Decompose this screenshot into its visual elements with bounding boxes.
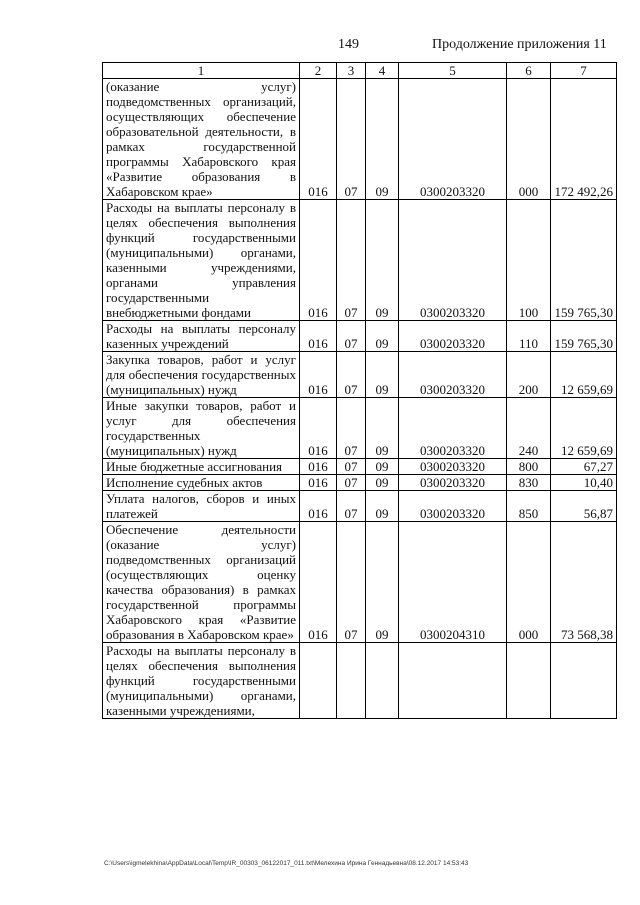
table-row (103, 643, 617, 719)
ministry-code: 016 (300, 491, 337, 522)
subsection-code: 09 (366, 79, 399, 200)
target-article-code: 0300203320 (399, 200, 507, 321)
table-row (103, 200, 617, 321)
target-article-code (399, 643, 507, 719)
section-code: 07 (337, 200, 366, 321)
target-article-code: 0300203320 (399, 475, 507, 491)
table-header-row (103, 63, 617, 79)
amount: 12 659,69 (551, 352, 617, 398)
table-row (103, 491, 617, 522)
section-code: 07 (337, 79, 366, 200)
ministry-code: 016 (300, 398, 337, 459)
ministry-code: 016 (300, 459, 337, 475)
ministry-code: 016 (300, 475, 337, 491)
expense-type-code: 110 (507, 321, 551, 352)
table-row (103, 79, 617, 200)
subsection-code: 09 (366, 200, 399, 321)
subsection-code: 09 (366, 522, 399, 643)
target-article-code: 0300204310 (399, 522, 507, 643)
subsection-code: 09 (366, 475, 399, 491)
expense-type-code: 830 (507, 475, 551, 491)
expense-type-code (507, 643, 551, 719)
table-row (103, 352, 617, 398)
footer-file-path: C:\Users\igmelekhina\AppData\Local\Temp\IR_00303_06122017_011.txt\Мелехина Ирина Геннадьевна\08.12.2017 14:53:43 (104, 860, 469, 867)
row-name: Расходы на выплаты персоналу в целях обеспечения выполнения функций государственными (муниципальными) органами, казенными учреждениями, органами управления государственными внебюджетными фондами (103, 200, 300, 321)
target-article-code: 0300203320 (399, 459, 507, 475)
section-code: 07 (337, 475, 366, 491)
target-article-code: 0300203320 (399, 491, 507, 522)
row-name: Расходы на выплаты персоналу казенных учреждений (103, 321, 300, 352)
row-name: Закупка товаров, работ и услуг для обеспечения государственных (муниципальных) нужд (103, 352, 300, 398)
table-row (103, 459, 617, 475)
page-number: 149 (338, 37, 359, 52)
column-header: 1 (103, 63, 300, 79)
row-name: Исполнение судебных актов (103, 475, 300, 491)
row-name: Иные бюджетные ассигнования (103, 459, 300, 475)
target-article-code: 0300203320 (399, 352, 507, 398)
amount: 159 765,30 (551, 321, 617, 352)
section-code: 07 (337, 398, 366, 459)
column-header: 6 (507, 63, 551, 79)
subsection-code: 09 (366, 459, 399, 475)
amount: 56,87 (551, 491, 617, 522)
subsection-code (366, 643, 399, 719)
row-name: Обеспечение деятельности (оказание услуг) подведомственных организаций (осуществляющих оценку качества образования) в рамках государственной программы Хабаровского края «Развитие образования в Хабаровском крае» (103, 522, 300, 643)
row-name: Иные закупки товаров, работ и услуг для обеспечения государственных (муниципальных) нужд (103, 398, 300, 459)
amount: 12 659,69 (551, 398, 617, 459)
subsection-code: 09 (366, 398, 399, 459)
ministry-code: 016 (300, 79, 337, 200)
amount: 172 492,26 (551, 79, 617, 200)
target-article-code: 0300203320 (399, 321, 507, 352)
ministry-code (300, 643, 337, 719)
column-header: 4 (366, 63, 399, 79)
budget-table (102, 62, 617, 719)
row-name: (оказание услуг) подведомственных организаций, осуществляющих обеспечение образовательной деятельности, в рамках государственной программы Хабаровского края «Развитие образования в Хабаровском крае» (103, 79, 300, 200)
expense-type-code: 850 (507, 491, 551, 522)
amount (551, 643, 617, 719)
amount: 67,27 (551, 459, 617, 475)
section-code: 07 (337, 459, 366, 475)
expense-type-code: 200 (507, 352, 551, 398)
ministry-code: 016 (300, 522, 337, 643)
section-code: 07 (337, 491, 366, 522)
column-header: 2 (300, 63, 337, 79)
target-article-code: 0300203320 (399, 79, 507, 200)
expense-type-code: 000 (507, 79, 551, 200)
ministry-code: 016 (300, 321, 337, 352)
ministry-code: 016 (300, 352, 337, 398)
table-row (103, 398, 617, 459)
column-header: 3 (337, 63, 366, 79)
expense-type-code: 800 (507, 459, 551, 475)
expense-type-code: 240 (507, 398, 551, 459)
row-name: Расходы на выплаты персоналу в целях обеспечения выполнения функций государственными (муниципальными) органами, казенными учреждениями, (103, 643, 300, 719)
subsection-code: 09 (366, 352, 399, 398)
subsection-code: 09 (366, 321, 399, 352)
appendix-title: Продолжение приложения 11 (432, 37, 607, 52)
section-code (337, 643, 366, 719)
table-row (103, 475, 617, 491)
amount: 10,40 (551, 475, 617, 491)
section-code: 07 (337, 522, 366, 643)
row-name: Уплата налогов, сборов и иных платежей (103, 491, 300, 522)
amount: 159 765,30 (551, 200, 617, 321)
section-code: 07 (337, 352, 366, 398)
column-header: 7 (551, 63, 617, 79)
column-header: 5 (399, 63, 507, 79)
subsection-code: 09 (366, 491, 399, 522)
target-article-code: 0300203320 (399, 398, 507, 459)
expense-type-code: 000 (507, 522, 551, 643)
table-row (103, 522, 617, 643)
ministry-code: 016 (300, 200, 337, 321)
table-row (103, 321, 617, 352)
amount: 73 568,38 (551, 522, 617, 643)
expense-type-code: 100 (507, 200, 551, 321)
section-code: 07 (337, 321, 366, 352)
